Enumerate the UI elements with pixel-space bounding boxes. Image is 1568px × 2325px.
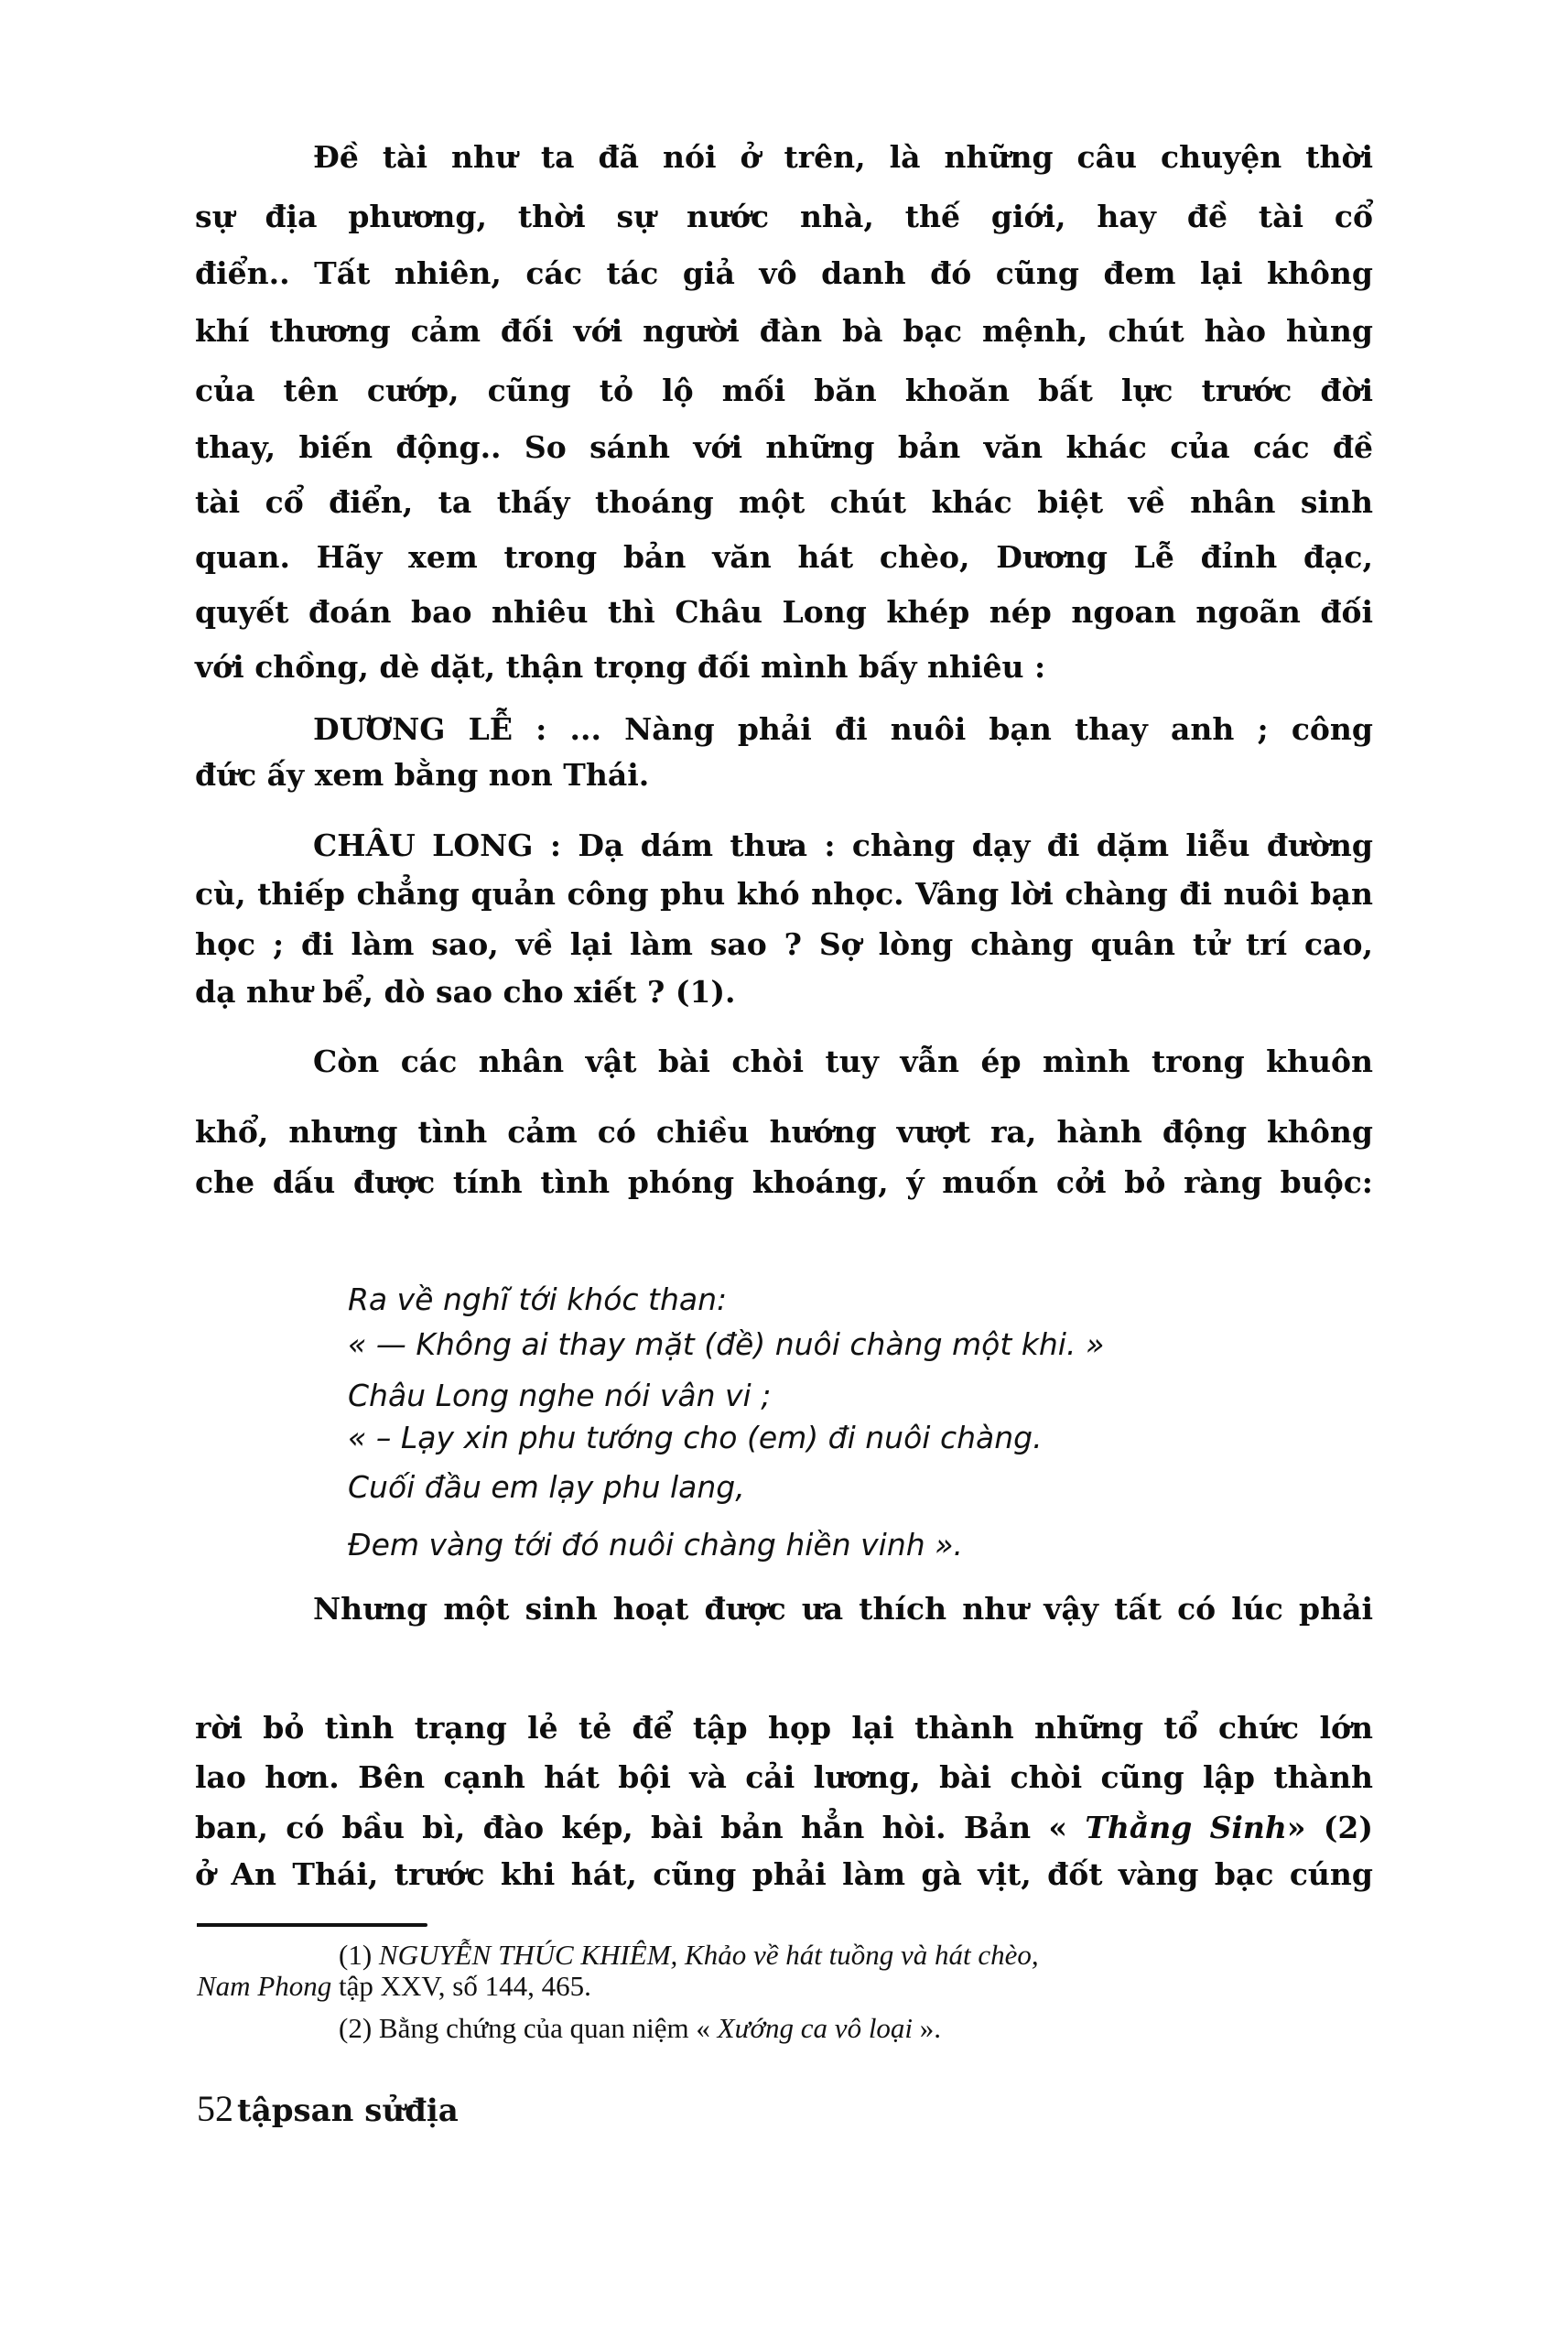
- verse-line: « – Lạy xin phu tướng cho (em) đi nuôi chàng.: [348, 1420, 1043, 1455]
- footnote-citation: NGUYỄN THÚC KHIÊM, Khảo về hát tuồng và hát chèo,: [378, 1939, 1039, 1971]
- footnote-rule: [197, 1923, 427, 1927]
- body-line: sự địa phương, thời sự nước nhà, thế giới, hay đề tài cổ: [195, 199, 1373, 234]
- footnote-2: [339, 2012, 941, 2045]
- verse-line: « — Không ai thay mặt (đề) nuôi chàng một khi. »: [348, 1326, 1105, 1362]
- body-line: Còn các nhân vật bài chòi tuy vẫn ép mình trong khuôn: [313, 1044, 1373, 1079]
- page-footer: [197, 2087, 459, 2130]
- body-line: [195, 1810, 1373, 1846]
- verse-line: Ra về nghĩ tới khóc than:: [348, 1281, 728, 1317]
- verse-line: Châu Long nghe nói vân vi ;: [348, 1378, 772, 1413]
- body-line: ở An Thái, trước khi hát, cũng phải làm gà vịt, đốt vàng bạc cúng: [195, 1856, 1373, 1892]
- magazine-name: tậpsan sửđịa: [237, 2092, 459, 2129]
- dialogue-line: dạ như bể, dò sao cho xiết ? (1).: [195, 974, 736, 1010]
- verse-line: Đem vàng tới đó nuôi chàng hiền vinh ».: [348, 1527, 964, 1563]
- body-line: quan. Hãy xem trong bản văn hát chèo, Dương Lễ đỉnh đạc,: [195, 539, 1373, 575]
- troupe-name: Thằng Sinh: [1085, 1810, 1287, 1845]
- footnote-text: tập XXV, số 144, 465.: [339, 1970, 591, 2002]
- dialogue-line: DƯƠNG LỄ : ... Nàng phải đi nuôi bạn thay anh ; công: [313, 711, 1373, 747]
- line-text: » (2): [1286, 1810, 1373, 1845]
- footnote-1-continuation: [197, 1970, 591, 2003]
- body-line: với chồng, dè dặt, thận trọng đối mình bấy nhiêu :: [195, 649, 1046, 685]
- body-line: quyết đoán bao nhiêu thì Châu Long khép nép ngoan ngoãn đối: [195, 594, 1373, 630]
- body-line: che dấu được tính tình phóng khoáng, ý muốn cởi bỏ ràng buộc:: [195, 1164, 1373, 1200]
- body-line: Đề tài như ta đã nói ở trên, là những câu chuyện thời: [313, 139, 1373, 175]
- footnote-number: (1): [339, 1939, 373, 1971]
- page-number: 52: [197, 2088, 233, 2129]
- line-text: ban, có bầu bì, đào kép, bài bản hẳn hòi. Bản «: [195, 1810, 1068, 1845]
- body-line: tài cổ điển, ta thấy thoáng một chút khác biệt về nhân sinh: [195, 484, 1373, 520]
- dialogue-line: học ; đi làm sao, về lại làm sao ? Sợ lòng chàng quân tử trí cao,: [195, 926, 1373, 962]
- footnote-quote: Xướng ca vô loại: [717, 2012, 914, 2044]
- dialogue-line: cù, thiếp chẳng quản công phu khó nhọc. Vâng lời chàng đi nuôi bạn: [195, 876, 1373, 912]
- body-line: điển.. Tất nhiên, các tác giả vô danh đó cũng đem lại không: [195, 255, 1373, 291]
- dialogue-line: CHÂU LONG : Dạ dám thưa : chàng dạy đi dặm liễu đường: [313, 827, 1373, 863]
- footnote-text: ».: [919, 2012, 942, 2044]
- body-line: khổ, nhưng tình cảm có chiều hướng vượt ra, hành động không: [195, 1114, 1373, 1150]
- body-line: Nhưng một sinh hoạt được ưa thích như vậy tất có lúc phải: [313, 1591, 1373, 1627]
- journal-name: Nam Phong: [197, 1970, 332, 2002]
- body-line: rời bỏ tình trạng lẻ tẻ để tập họp lại thành những tổ chức lớn: [195, 1710, 1373, 1746]
- dialogue-line: đức ấy xem bằng non Thái.: [195, 757, 650, 793]
- footnote-text: (2) Bằng chứng của quan niệm «: [339, 2012, 710, 2044]
- body-line: thay, biến động.. So sánh với những bản văn khác của các đề: [195, 429, 1373, 465]
- body-line: của tên cướp, cũng tỏ lộ mối băn khoăn bất lực trước đời: [195, 373, 1373, 408]
- verse-line: Cuối đầu em lạy phu lang,: [348, 1469, 745, 1505]
- body-line: lao hơn. Bên cạnh hát bội và cải lương, bài chòi cũng lập thành: [195, 1759, 1373, 1795]
- footnote-1: [339, 1939, 1039, 1972]
- body-line: khí thương cảm đối với người đàn bà bạc mệnh, chút hào hùng: [195, 313, 1373, 349]
